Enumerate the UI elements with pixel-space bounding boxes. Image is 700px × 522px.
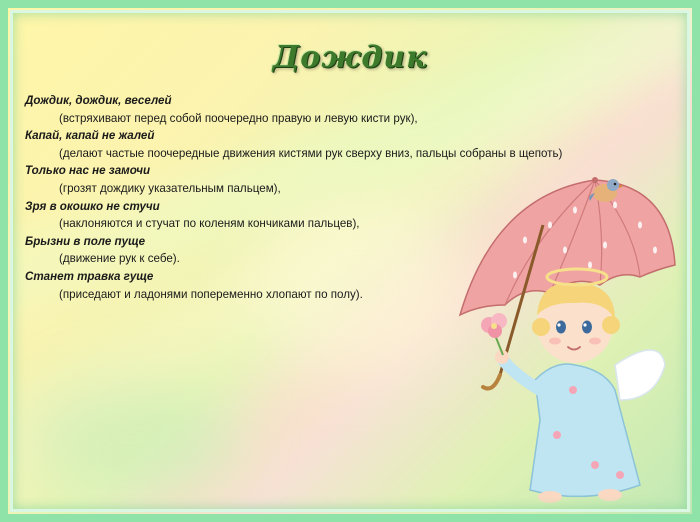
poem-instruction: (встряхивают перед собой поочередно правую и левую кисти рук), — [59, 111, 418, 125]
poem-instruction: (делают частые поочередные движения кистями рук сверху вниз, пальцы собраны в щепоть) — [59, 146, 563, 160]
flower-icon — [481, 313, 507, 355]
poem-line: Брызни в поле пуще — [25, 234, 146, 248]
poem-line: Дождик, дождик, веселей — [25, 94, 172, 107]
poem-line: Капай, капай не жалей — [25, 129, 155, 143]
poem-instruction: (наклоняются и стучат по коленям кончиками пальцев), — [59, 217, 360, 231]
poem-stanza — [25, 127, 695, 162]
angel-illustration — [455, 165, 685, 510]
glow-spot — [20, 380, 240, 500]
poem-stanza — [25, 92, 695, 127]
poem-instruction: (приседают и ладонями попеременно хлопают по полу). — [59, 287, 363, 301]
poem-line: Станет травка гуще — [25, 269, 154, 283]
poem-line: Зря в окошко не стучи — [25, 199, 160, 213]
poem-instruction: (движение рук к себе). — [59, 252, 180, 266]
poem-instruction: (грозят дождику указательным пальцем), — [59, 181, 281, 195]
page-title: Дождик — [272, 40, 428, 75]
poem-line: Только нас не замочи — [25, 164, 151, 178]
